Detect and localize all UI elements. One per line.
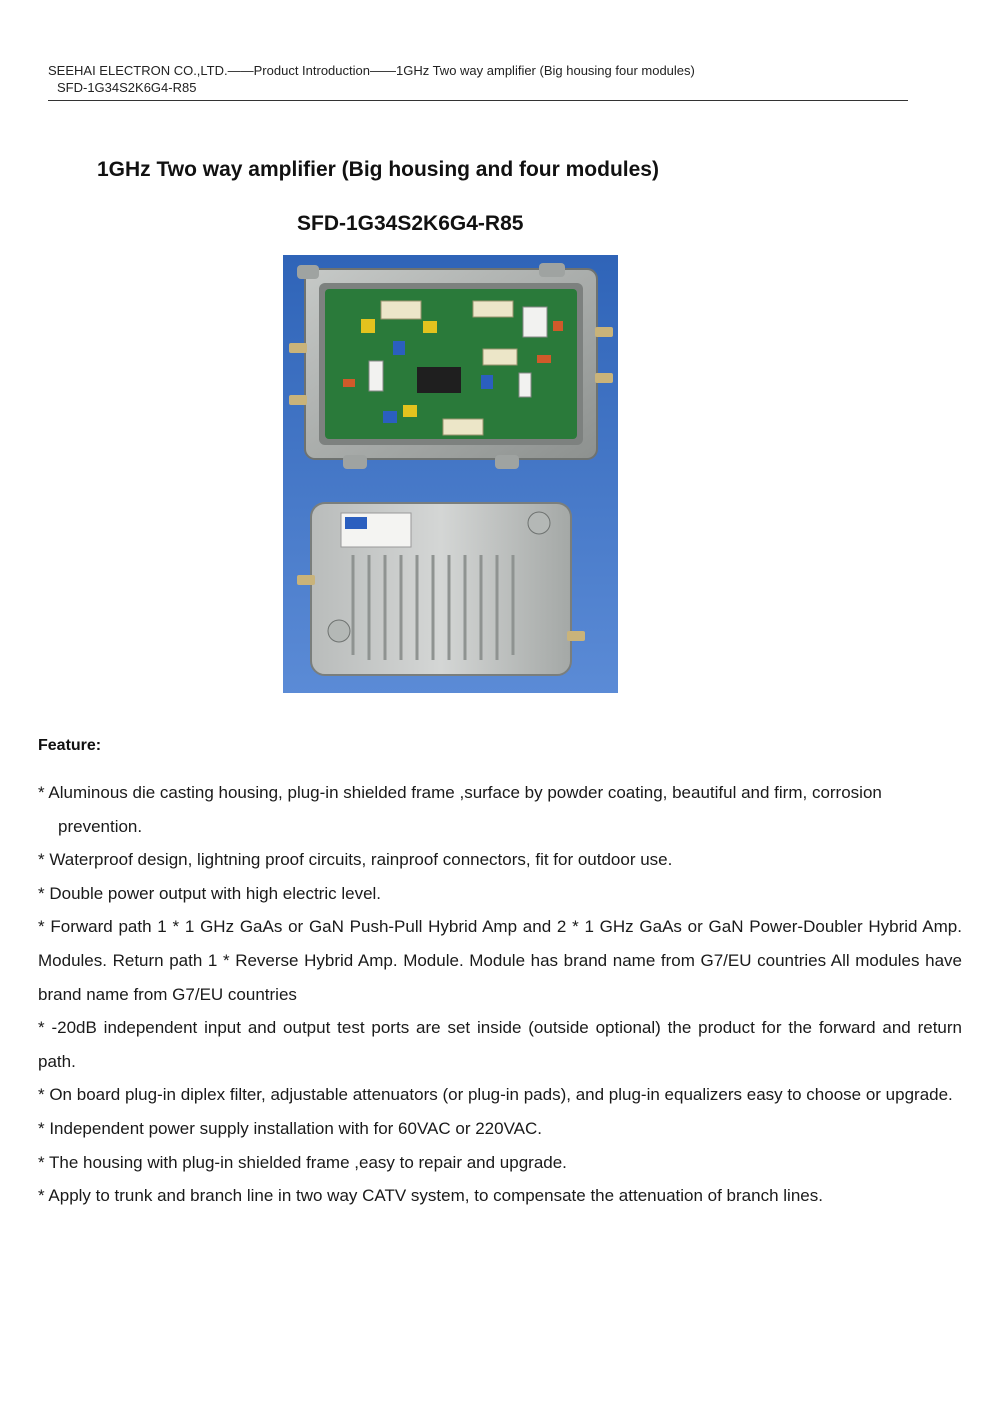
header-line-1: SEEHAI ELECTRON CO.,LTD.——Product Introduction——1GHz Two way amplifier (Big housing four modules): [48, 63, 695, 78]
feature-list: [38, 776, 962, 1213]
open-housing-image: [289, 263, 613, 469]
feature-item: * The housing with plug-in shielded frame ,easy to repair and upgrade.: [38, 1152, 567, 1172]
feature-item: * Waterproof design, lightning proof circuits, rainproof connectors, fit for outdoor use.: [38, 850, 673, 870]
page-header: [48, 62, 908, 96]
page-title: 1GHz Two way amplifier (Big housing and four modules): [97, 158, 659, 181]
feature-item: * Double power output with high electric level.: [38, 883, 382, 903]
closed-housing-image: [297, 503, 585, 675]
feature-heading: Feature:: [38, 737, 102, 754]
product-photo: [283, 255, 618, 693]
feature-item: * -20dB independent input and output test ports are set inside (outside optional) the product for the forward and return path.: [38, 1018, 962, 1071]
feature-item: * Independent power supply installation with for 60VAC or 220VAC.: [38, 1118, 542, 1138]
feature-item: * Apply to trunk and branch line in two way CATV system, to compensate the attenuation of branch lines.: [38, 1186, 823, 1206]
header-line-2: SFD-1G34S2K6G4-R85: [57, 80, 197, 95]
feature-item: * On board plug-in diplex filter, adjustable attenuators (or plug-in pads), and plug-in equalizers easy to choose or upgrade.: [38, 1085, 953, 1105]
feature-item: * Forward path 1 * 1 GHz GaAs or GaN Push-Pull Hybrid Amp and 2 * 1 GHz GaAs or GaN Power-Doubler Hybrid Amp. Modules. Return path 1 * Reverse Hybrid Amp. Module. Module has brand name from G7/EU countries All modules have brand name from G7/EU countries: [38, 917, 962, 1004]
header-divider: [48, 100, 908, 101]
model-number: SFD-1G34S2K6G4-R85: [297, 212, 524, 235]
feature-item: * Aluminous die casting housing, plug-in shielded frame ,surface by powder coating, beautiful and firm, corrosion prevention.: [38, 783, 882, 836]
